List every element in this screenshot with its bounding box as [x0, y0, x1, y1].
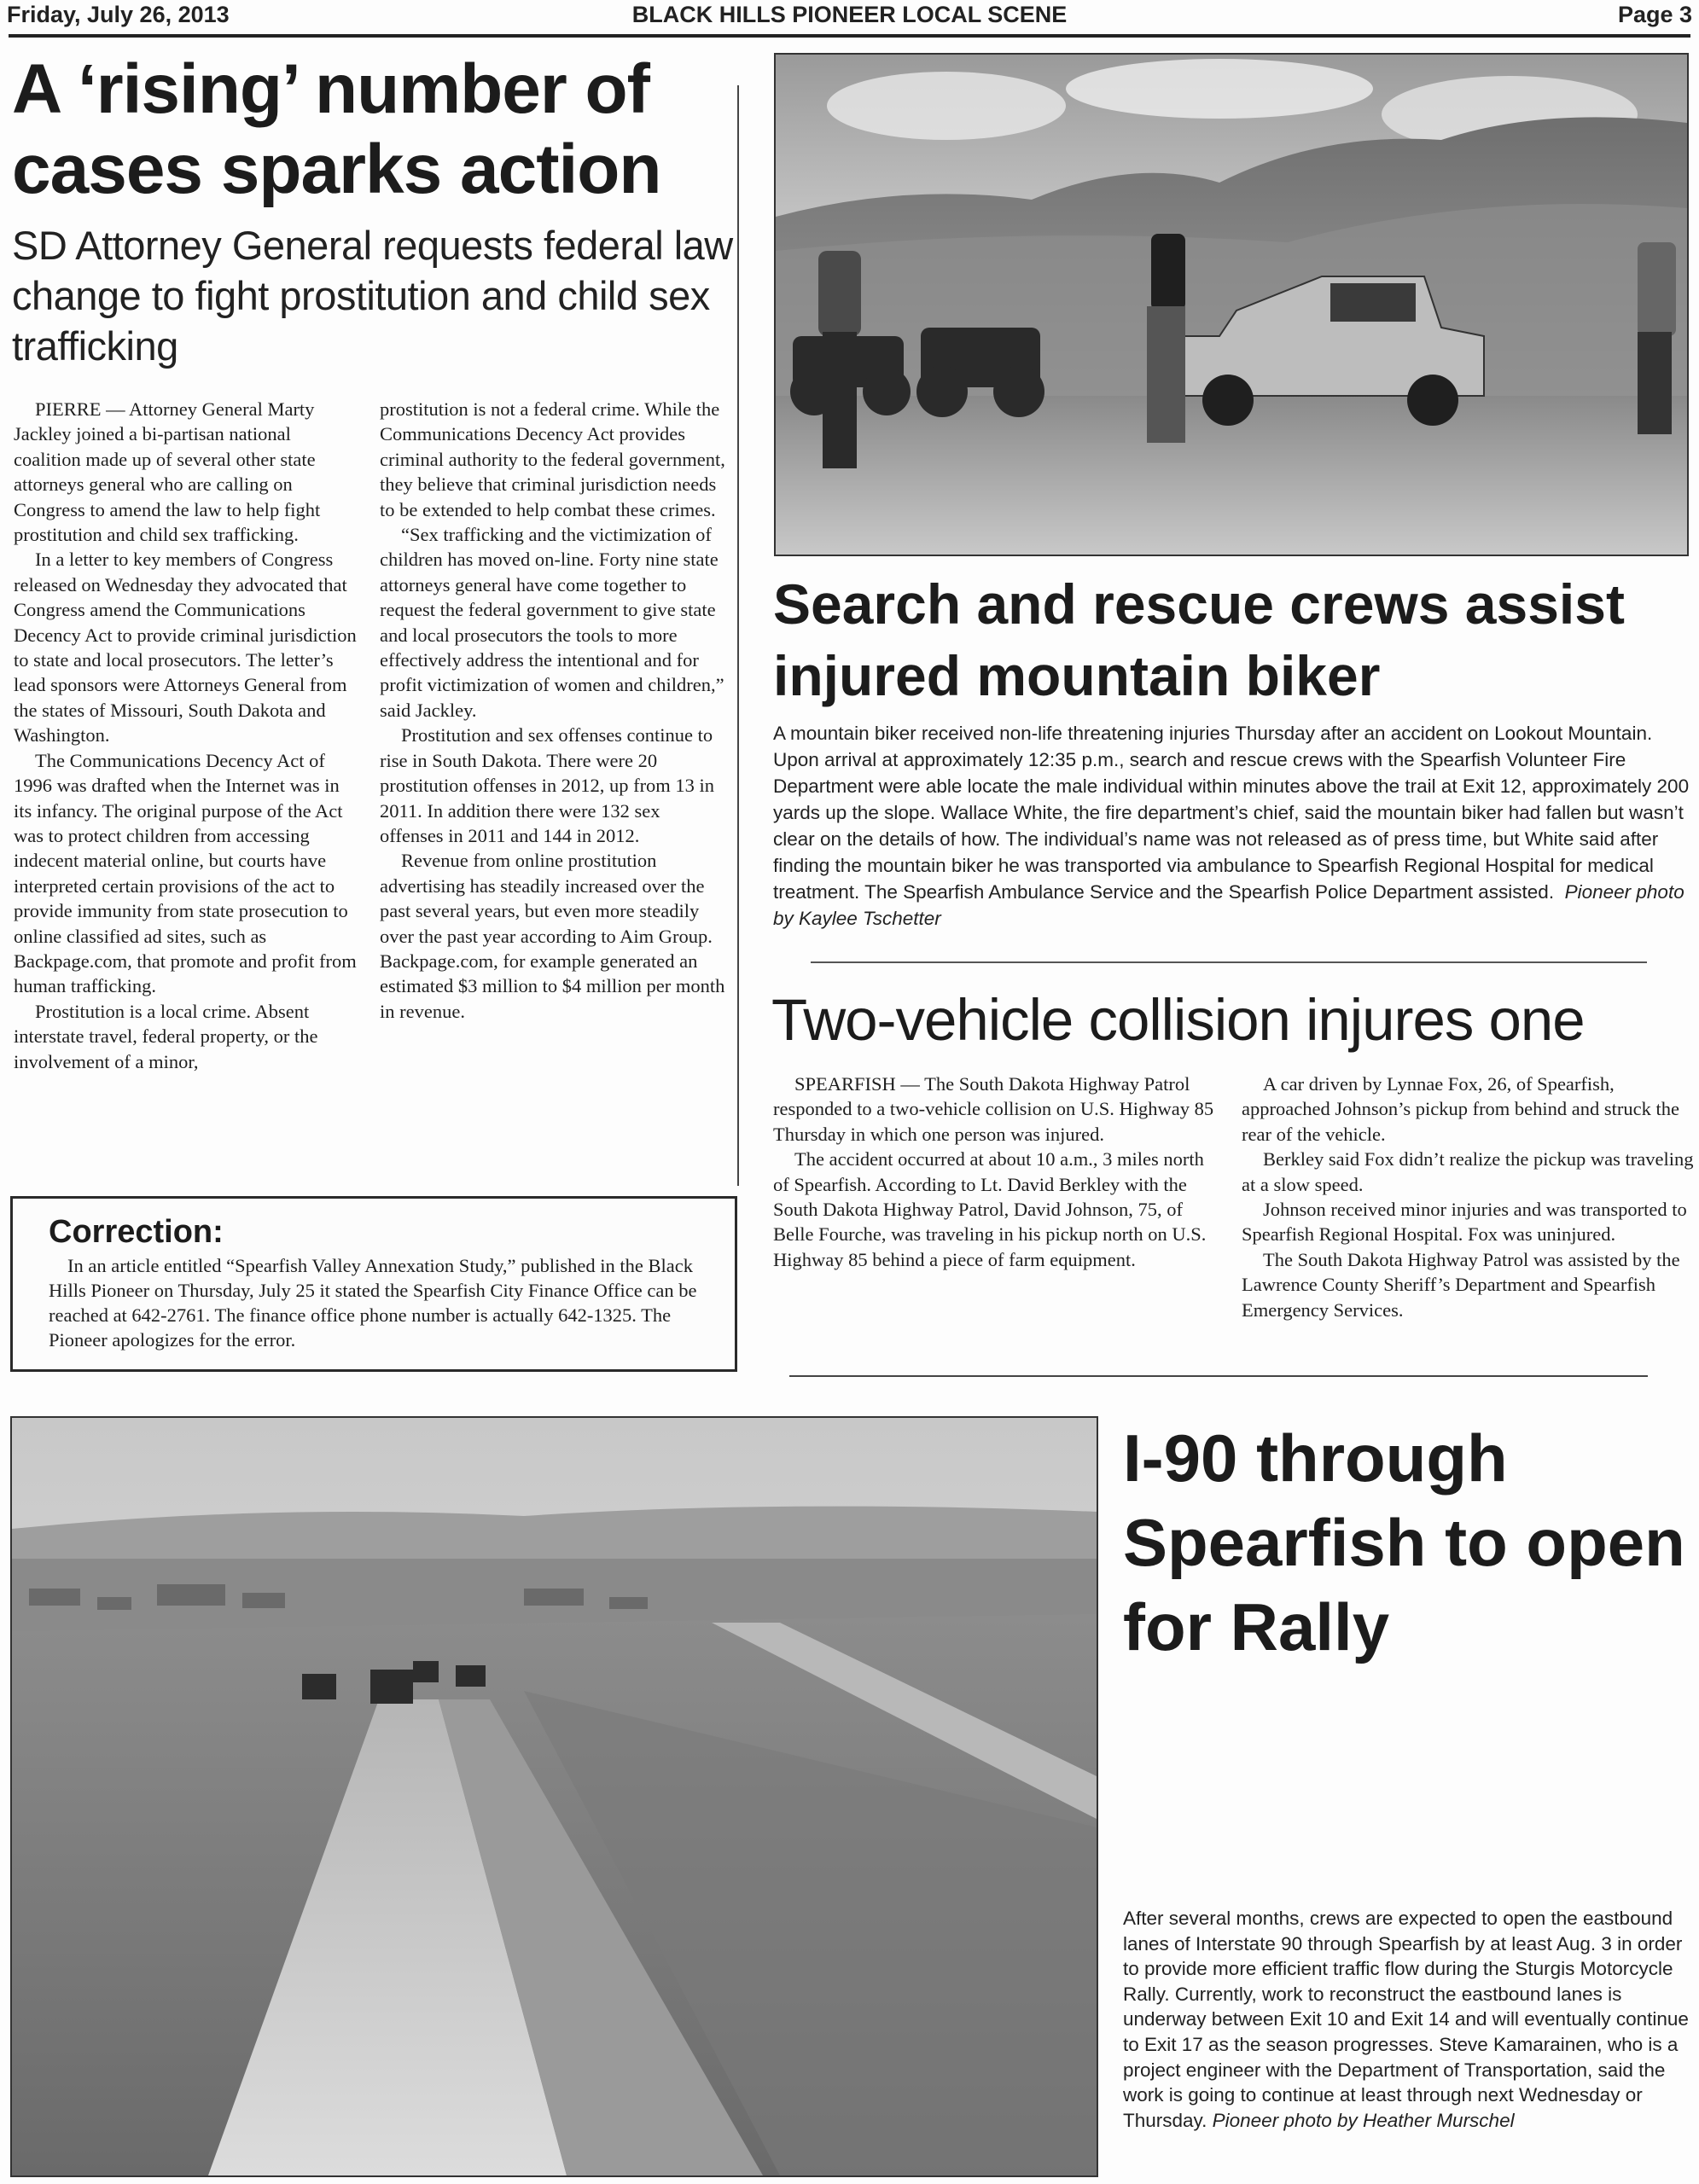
article-headline: A ‘rising’ number of cases sparks action	[12, 50, 661, 208]
rescue-photo	[774, 53, 1689, 556]
photo-credit: Pioneer photo by Kaylee Tschetter	[773, 881, 1684, 929]
photo-credit: Pioneer photo by Heather Murschel	[1212, 2109, 1515, 2131]
article-subheadline: SD Attorney General requests federal law change to fight prostitution and child sex trafficking	[12, 223, 733, 369]
paragraph: “Sex trafficking and the victimization of children has moved on-line. Forty nine state attorneys general have come together to request the federal government to give state and local prosecutors the tools to more effectively address the intentional and for profit victimization of women and children,” said Jackley.	[380, 524, 724, 721]
paragraph: PIERRE — Attorney General Marty Jackley joined a bi-partisan national coalition made up of several other state attorneys general who are calling on Congress to amend the law to help fight prostitution and child sex trafficking.	[14, 398, 321, 546]
highway-photo	[10, 1416, 1098, 2177]
paragraph: The accident occurred at about 10 a.m., 3 miles north of Spearfish. According to Lt. David Berkley with the South Dakota Highway Patrol, David Johnson, 75, of Belle Fourche, was traveling in his pickup north on U.S. Highway 85 behind a piece of farm equipment.	[773, 1148, 1207, 1270]
paragraph: A car driven by Lynnae Fox, 26, of Spearfish, approached Johnson’s pickup from behind and struck the rear of the vehicle.	[1242, 1073, 1680, 1145]
highway-photo-image	[12, 1418, 1097, 2175]
correction-body: In an article entitled “Spearfish Valley Annexation Study,” published in the Black Hills Pioneer on Thursday, July 25 it stated the Spearfish City Finance Office can be reached at 642-2761. The finance office phone number is actually 642-1325. The Pioneer apologizes for the error.	[49, 1255, 697, 1350]
issue-date: Friday, July 26, 2013	[7, 2, 230, 27]
page-number: Page 3	[1617, 2, 1692, 27]
article-headline: I-90 through Spearfish to open for Rally	[1123, 1420, 1685, 1664]
paragraph: The South Dakota Highway Patrol was assisted by the Lawrence County Sheriff’s Department and Spearfish Emergency Services.	[1242, 1248, 1680, 1321]
paragraph: Johnson received minor injuries and was transported to Spearfish Regional Hospital. Fox was uninjured.	[1242, 1199, 1687, 1246]
paragraph: The Communications Decency Act of 1996 was drafted when the Internet was in its infancy. The original purpose of the Act was to protect children from accessing indecent material online, but courts have interpreted certain provisions of the act to provide immunity from state prosecution to online classified ad sites, such as Backpage.com, that promote and profit from human trafficking.	[14, 749, 357, 997]
paragraph: SPEARFISH — The South Dakota Highway Patrol responded to a two-vehicle collision on U.S. Highway 85 Thursday in which one person was injured.	[773, 1073, 1214, 1145]
paragraph-continuation: prostitution is not a federal crime. While the Communications Decency Act provides criminal authority to the federal government, they believe that criminal jurisdiction needs to be extended to help combat these crimes.	[380, 398, 725, 520]
paragraph: Berkley said Fox didn’t realize the pickup was traveling at a slow speed.	[1242, 1148, 1694, 1195]
masthead	[7, 0, 1692, 34]
paragraph: Prostitution and sex offenses continue to rise in South Dakota. There were 20 prostitution offenses in 2012, up from 13 in 2011. In addition there were 132 sex offenses in 2011 and 144 in 2012.	[380, 724, 715, 846]
section-divider	[789, 1375, 1648, 1377]
caption-text: After several months, crews are expected to open the eastbound lanes of Interstate 90 through Spearfish by at least Aug. 3 in order to provide more efficient traffic flow during the Sturgis Motorcycle Rally. Currently, work to reconstruct the eastbound lanes is underway between Exit 10 and Exit 14 and will eventually continue to Exit 17 as the season progresses. Steve Kamarainen, who is a project engineer with the Department of Transportation, said the work is going to continue at least through next Wednesday or Thursday.	[1123, 1908, 1689, 2131]
paragraph: Revenue from online prostitution advertising has steadily increased over the past several years, but even more steadily over the past year according to Aim Group. Backpage.com, for example generated an estimated $3 million to $4 million per month in revenue.	[380, 850, 725, 1022]
paragraph: In a letter to key members of Congress released on Wednesday they advocated that Congress amend the Communications Decency Act to provide criminal jurisdiction to state and local prosecutors. The letter’s lead sponsors were Attorneys General from the states of Missouri, South Dakota and Washington.	[14, 549, 357, 746]
article-column-2	[1242, 1072, 1694, 1322]
article-headline: Two-vehicle collision injures one	[771, 987, 1585, 1053]
column-divider	[737, 85, 739, 1186]
correction-box	[10, 1196, 737, 1372]
article-column-1	[14, 397, 362, 1074]
article-headline: Search and rescue crews assist injured mountain biker	[773, 572, 1625, 707]
masthead-rule	[9, 34, 1690, 38]
photo-caption	[773, 720, 1690, 932]
article-column-2	[380, 397, 728, 1024]
correction-title: Correction:	[49, 1214, 224, 1250]
article-column-1	[773, 1072, 1217, 1272]
rescue-photo-image	[776, 55, 1687, 555]
paragraph: Prostitution is a local crime. Absent interstate travel, federal property, or the involvement of a minor,	[14, 1000, 318, 1072]
caption-text: A mountain biker received non-life threatening injuries Thursday after an accident on Lookout Mountain. Upon arrival at approximately 12:35 p.m., search and rescue crews with the Spearfish Volunteer Fire Department were able locate the male individual within minutes above the trail at Exit 12, approximately 200 yards up the slope. Wallace White, the fire department’s chief, said the mountain biker had fallen but wasn’t clear on the details of how. The individual’s name was not released as of press time, but White said after finding the mountain biker he was transported via ambulance to Spearfish Regional Hospital for medical treatment. The Spearfish Ambulance Service and the Spearfish Police Department assisted.	[773, 723, 1690, 903]
section-title: BLACK HILLS PIONEER LOCAL SCENE	[631, 2, 1068, 27]
photo-caption	[1123, 1906, 1695, 2133]
section-divider	[811, 961, 1647, 963]
